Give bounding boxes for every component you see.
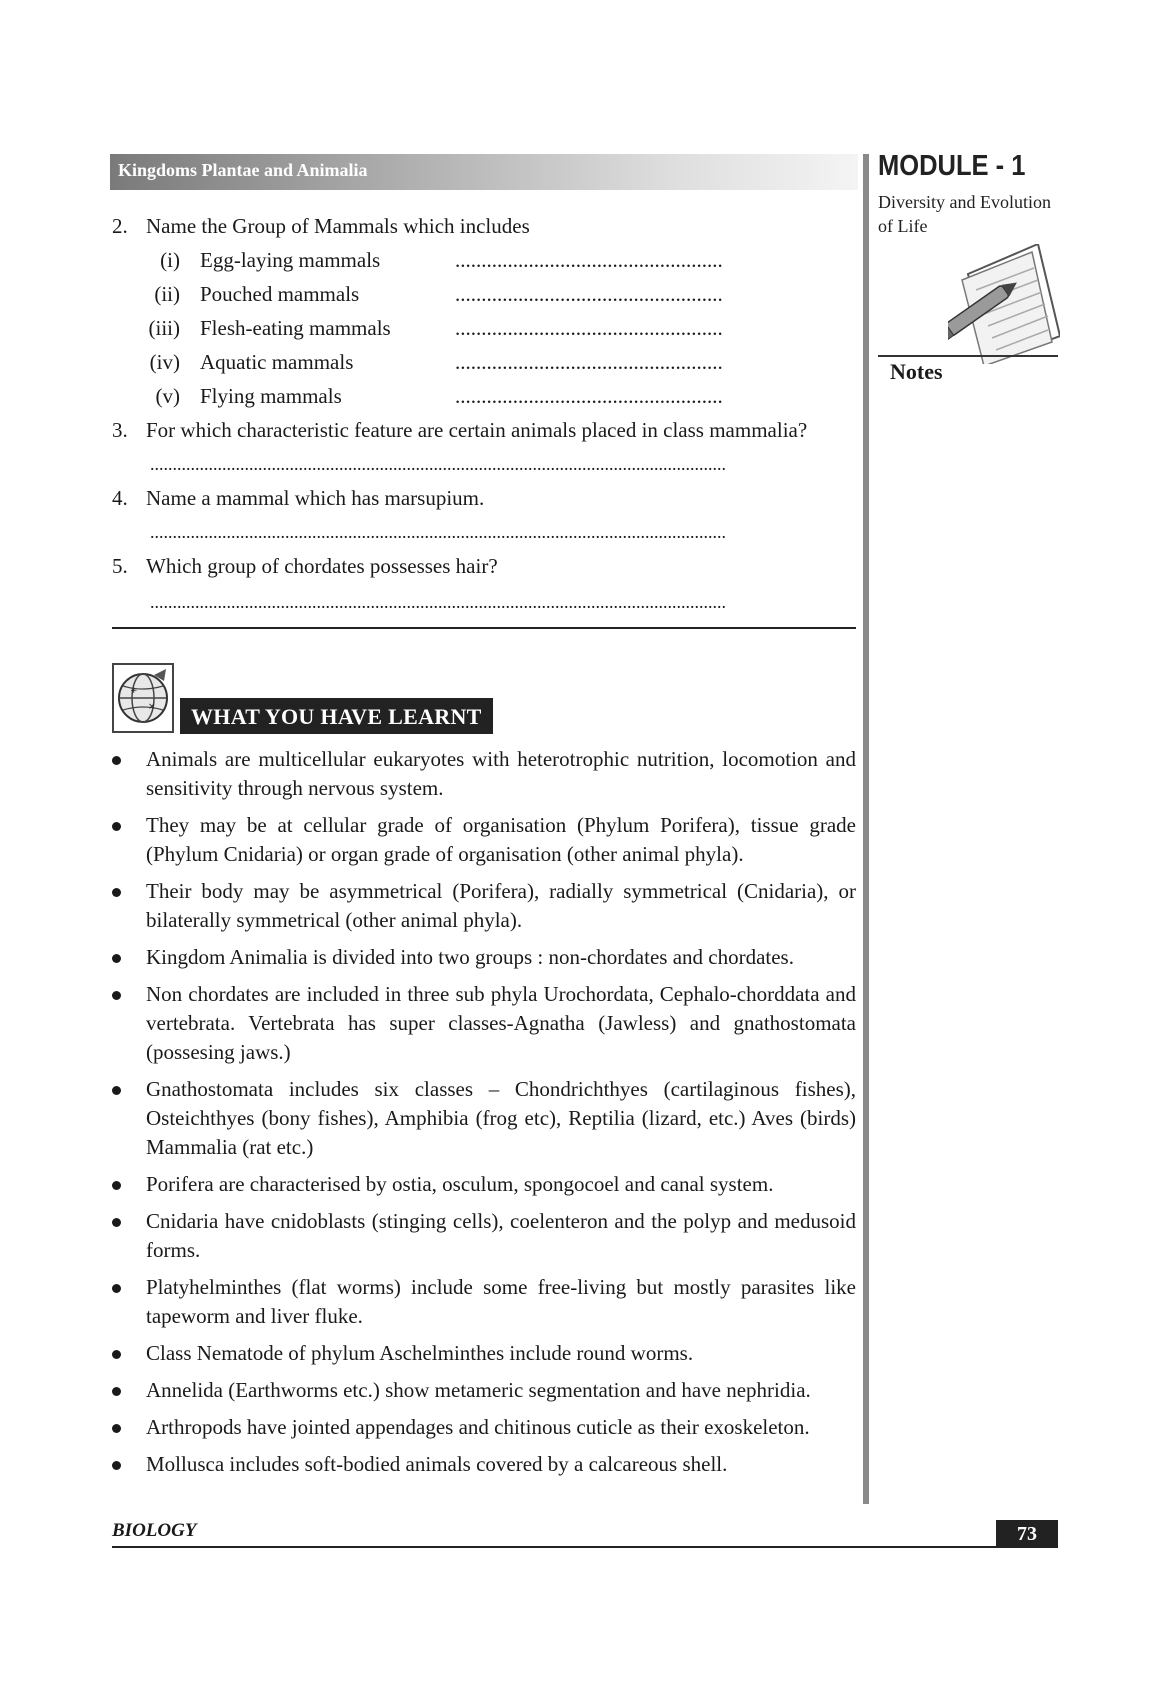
subitem-number: (i) bbox=[160, 248, 180, 272]
point-text: Class Nematode of phylum Aschelminthes include round worms. bbox=[146, 1341, 694, 1365]
bullet-icon bbox=[112, 756, 121, 765]
point-text: Kingdom Animalia is divided into two groups : non-chordates and chordates. bbox=[146, 945, 794, 969]
list-item bbox=[112, 1207, 856, 1265]
point-text: Mollusca includes soft-bodied animals covered by a calcareous shell. bbox=[146, 1452, 728, 1476]
footer-subject: BIOLOGY bbox=[112, 1520, 197, 1541]
question-number: 5. bbox=[112, 554, 128, 578]
module-subtitle: Diversity and Evolution of Life bbox=[878, 192, 1051, 236]
subitem-number: (iii) bbox=[148, 316, 180, 340]
chapter-header-bar bbox=[110, 154, 858, 190]
subitem-number: (v) bbox=[155, 384, 180, 408]
point-text: They may be at cellular grade of organisation (Phylum Porifera), tissue grade (Phylum Cnidaria) or organ grade of organisation (other animal phyla). bbox=[146, 813, 856, 866]
subitem-number: (iv) bbox=[149, 350, 180, 374]
bullet-icon bbox=[112, 822, 121, 831]
point-text: Annelida (Earthworms etc.) show metameric segmentation and have nephridia. bbox=[146, 1378, 811, 1402]
bullet-icon bbox=[112, 991, 121, 1000]
footer-divider bbox=[112, 1546, 1058, 1548]
notebook-pencil-icon bbox=[948, 244, 1060, 369]
list-item bbox=[112, 1376, 856, 1405]
point-text: Porifera are characterised by ostia, osculum, spongocoel and canal system. bbox=[146, 1172, 774, 1196]
question-4 bbox=[0, 484, 860, 514]
notes-divider bbox=[878, 355, 1058, 357]
list-item bbox=[112, 1273, 856, 1331]
globe-study-icon bbox=[112, 663, 174, 733]
question-5 bbox=[0, 552, 860, 582]
point-text: Their body may be asymmetrical (Porifera), radially symmetrical (Cnidaria), or bilaterally symmetrical (other animal phyla). bbox=[146, 879, 856, 932]
module-title: MODULE - 1 bbox=[878, 150, 1026, 182]
question-text: For which characteristic feature are certain animals placed in class mammalia? bbox=[146, 418, 808, 442]
bullet-icon bbox=[112, 1218, 121, 1227]
subitem-text: Flesh-eating mammals bbox=[200, 316, 391, 340]
answer-blank[interactable]: ................................................... bbox=[455, 248, 723, 272]
list-item bbox=[112, 745, 856, 803]
point-text: Non chordates are included in three sub phyla Urochordata, Cephalo-chorddata and vertebrata. Vertebrata has super classes-Agnatha (Jawless) and gnathostomata (possesing jaws.) bbox=[146, 982, 856, 1064]
subitem-row bbox=[0, 314, 860, 344]
list-item bbox=[112, 811, 856, 869]
bullet-icon bbox=[112, 888, 121, 897]
point-text: Cnidaria have cnidoblasts (stinging cells), coelenteron and the polyp and medusoid forms. bbox=[146, 1209, 856, 1262]
subitem-row bbox=[0, 246, 860, 276]
list-item bbox=[112, 980, 856, 1067]
subitem-row bbox=[0, 348, 860, 378]
subitem-row bbox=[0, 280, 860, 310]
answer-blank[interactable]: ................................................................................................................................ bbox=[150, 454, 726, 474]
answer-blank[interactable]: ................................................... bbox=[455, 282, 723, 306]
list-item bbox=[112, 877, 856, 935]
answer-blank[interactable]: ................................................... bbox=[455, 350, 723, 374]
notes-label: Notes bbox=[890, 359, 943, 384]
bullet-icon bbox=[112, 1461, 121, 1470]
answer-blank[interactable]: ................................................................................................................................ bbox=[150, 522, 726, 542]
subitem-text: Flying mammals bbox=[200, 384, 342, 408]
list-item bbox=[112, 1170, 856, 1199]
svg-text:×: × bbox=[148, 702, 156, 712]
list-item bbox=[112, 1075, 856, 1162]
question-text: Name the Group of Mammals which includes bbox=[146, 214, 530, 238]
learning-points-list bbox=[112, 745, 856, 1487]
point-text: Arthropods have jointed appendages and chitinous cuticle as their exoskeleton. bbox=[146, 1415, 810, 1439]
answer-line bbox=[0, 518, 860, 548]
point-text: Animals are multicellular eukaryotes with heterotrophic nutrition, locomotion and sensitivity through nervous system. bbox=[146, 747, 856, 800]
question-text: Which group of chordates possesses hair? bbox=[146, 554, 498, 578]
svg-text:+: + bbox=[130, 686, 138, 696]
answer-line bbox=[0, 588, 860, 618]
question-3 bbox=[0, 416, 860, 446]
question-number: 2. bbox=[112, 214, 128, 238]
subitem-row bbox=[0, 382, 860, 412]
subitem-text: Egg-laying mammals bbox=[200, 248, 381, 272]
section-title: WHAT YOU HAVE LEARNT bbox=[180, 698, 493, 734]
chapter-title: Kingdoms Plantae and Animalia bbox=[118, 160, 368, 180]
answer-blank[interactable]: ................................................... bbox=[455, 384, 723, 408]
bullet-icon bbox=[112, 954, 121, 963]
subitem-text: Aquatic mammals bbox=[200, 350, 354, 374]
subitem-text: Pouched mammals bbox=[200, 282, 360, 306]
bullet-icon bbox=[112, 1284, 121, 1293]
subitem-number: (ii) bbox=[154, 282, 180, 306]
bullet-icon bbox=[112, 1086, 121, 1095]
answer-line bbox=[0, 450, 860, 480]
bullet-icon bbox=[112, 1424, 121, 1433]
question-number: 3. bbox=[112, 418, 128, 442]
answer-blank[interactable]: ................................................................................................................................ bbox=[150, 592, 726, 612]
question-text: Name a mammal which has marsupium. bbox=[146, 486, 485, 510]
list-item bbox=[112, 1339, 856, 1368]
margin-divider bbox=[863, 154, 869, 1504]
question-number: 4. bbox=[112, 486, 128, 510]
section-divider bbox=[112, 627, 856, 629]
point-text: Gnathostomata includes six classes – Chondrichthyes (cartilaginous fishes), Osteichthyes (bony fishes), Amphibia (frog etc), Reptilia (lizard, etc.) Aves (birds) Mammalia (rat etc.) bbox=[146, 1077, 856, 1159]
bullet-icon bbox=[112, 1387, 121, 1396]
list-item bbox=[112, 1450, 856, 1479]
bullet-icon bbox=[112, 1350, 121, 1359]
bullet-icon bbox=[112, 1181, 121, 1190]
point-text: Platyhelminthes (flat worms) include some free-living but mostly parasites like tapeworm and liver fluke. bbox=[146, 1275, 856, 1328]
list-item bbox=[112, 943, 856, 972]
page-number: 73 bbox=[996, 1520, 1058, 1548]
answer-blank[interactable]: ................................................... bbox=[455, 316, 723, 340]
list-item bbox=[112, 1413, 856, 1442]
